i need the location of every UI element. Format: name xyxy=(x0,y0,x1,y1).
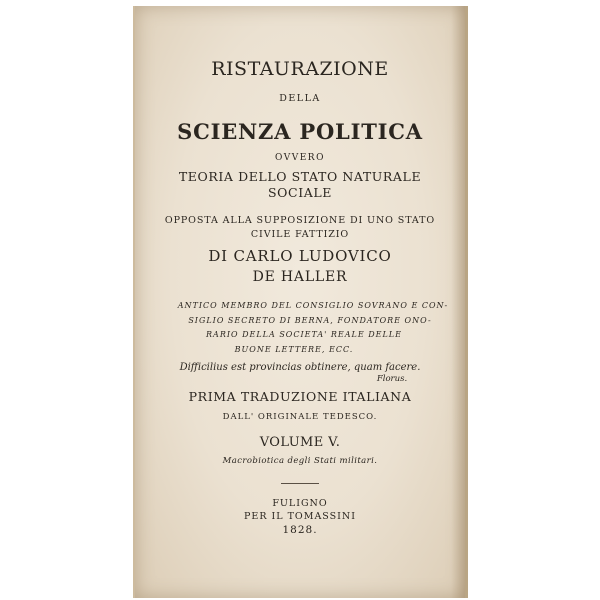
volume-number: VOLUME V. xyxy=(259,435,341,450)
divider-rule xyxy=(281,483,319,484)
subtitle-line-1: TEORIA DELLO STATO NATURALE xyxy=(178,169,422,184)
author-credential-line: ANTICO MEMBRO DEL CONSIGLIO SOVRANO E CON- xyxy=(177,301,449,310)
original-language-note: DALL' ORIGINALE TEDESCO. xyxy=(222,412,378,422)
imprint-printer: PER IL TOMASSINI xyxy=(244,511,356,522)
epigraph-quote: Difficilius est provincias obtinere, quam facere. xyxy=(179,362,421,373)
title-connector-della: DELLA xyxy=(279,93,321,104)
subject-title: SCIENZA POLITICA xyxy=(177,119,423,144)
author-line-1: DI CARLO LUDOVICO xyxy=(208,247,392,265)
page-edge-shadow xyxy=(451,6,465,598)
epigraph-source: Florus. xyxy=(376,374,408,384)
book-title-page xyxy=(133,6,468,598)
main-title: RISTAURAZIONE xyxy=(211,58,389,80)
volume-subtitle: Macrobiotica degli Stati militari. xyxy=(222,456,378,466)
imprint-city: FULIGNO xyxy=(272,498,328,509)
author-credential-line: SIGLIO SECRETO DI BERNA, FONDATORE ONO- xyxy=(188,316,432,325)
title-connector-ovvero: OVVERO xyxy=(275,153,325,163)
imprint-year: 1828. xyxy=(282,524,318,536)
opposition-line-2: CIVILE FATTIZIO xyxy=(250,229,350,240)
translation-note: PRIMA TRADUZIONE ITALIANA xyxy=(188,389,412,404)
author-line-2: DE HALLER xyxy=(252,269,348,285)
opposition-line-1: OPPOSTA ALLA SUPPOSIZIONE DI UNO STATO xyxy=(164,215,436,226)
subtitle-line-2: SOCIALE xyxy=(268,185,332,200)
author-credential-line: BUONE LETTERE, ECC. xyxy=(234,345,354,354)
author-credential-line: RARIO DELLA SOCIETA' REALE DELLE xyxy=(206,330,402,339)
